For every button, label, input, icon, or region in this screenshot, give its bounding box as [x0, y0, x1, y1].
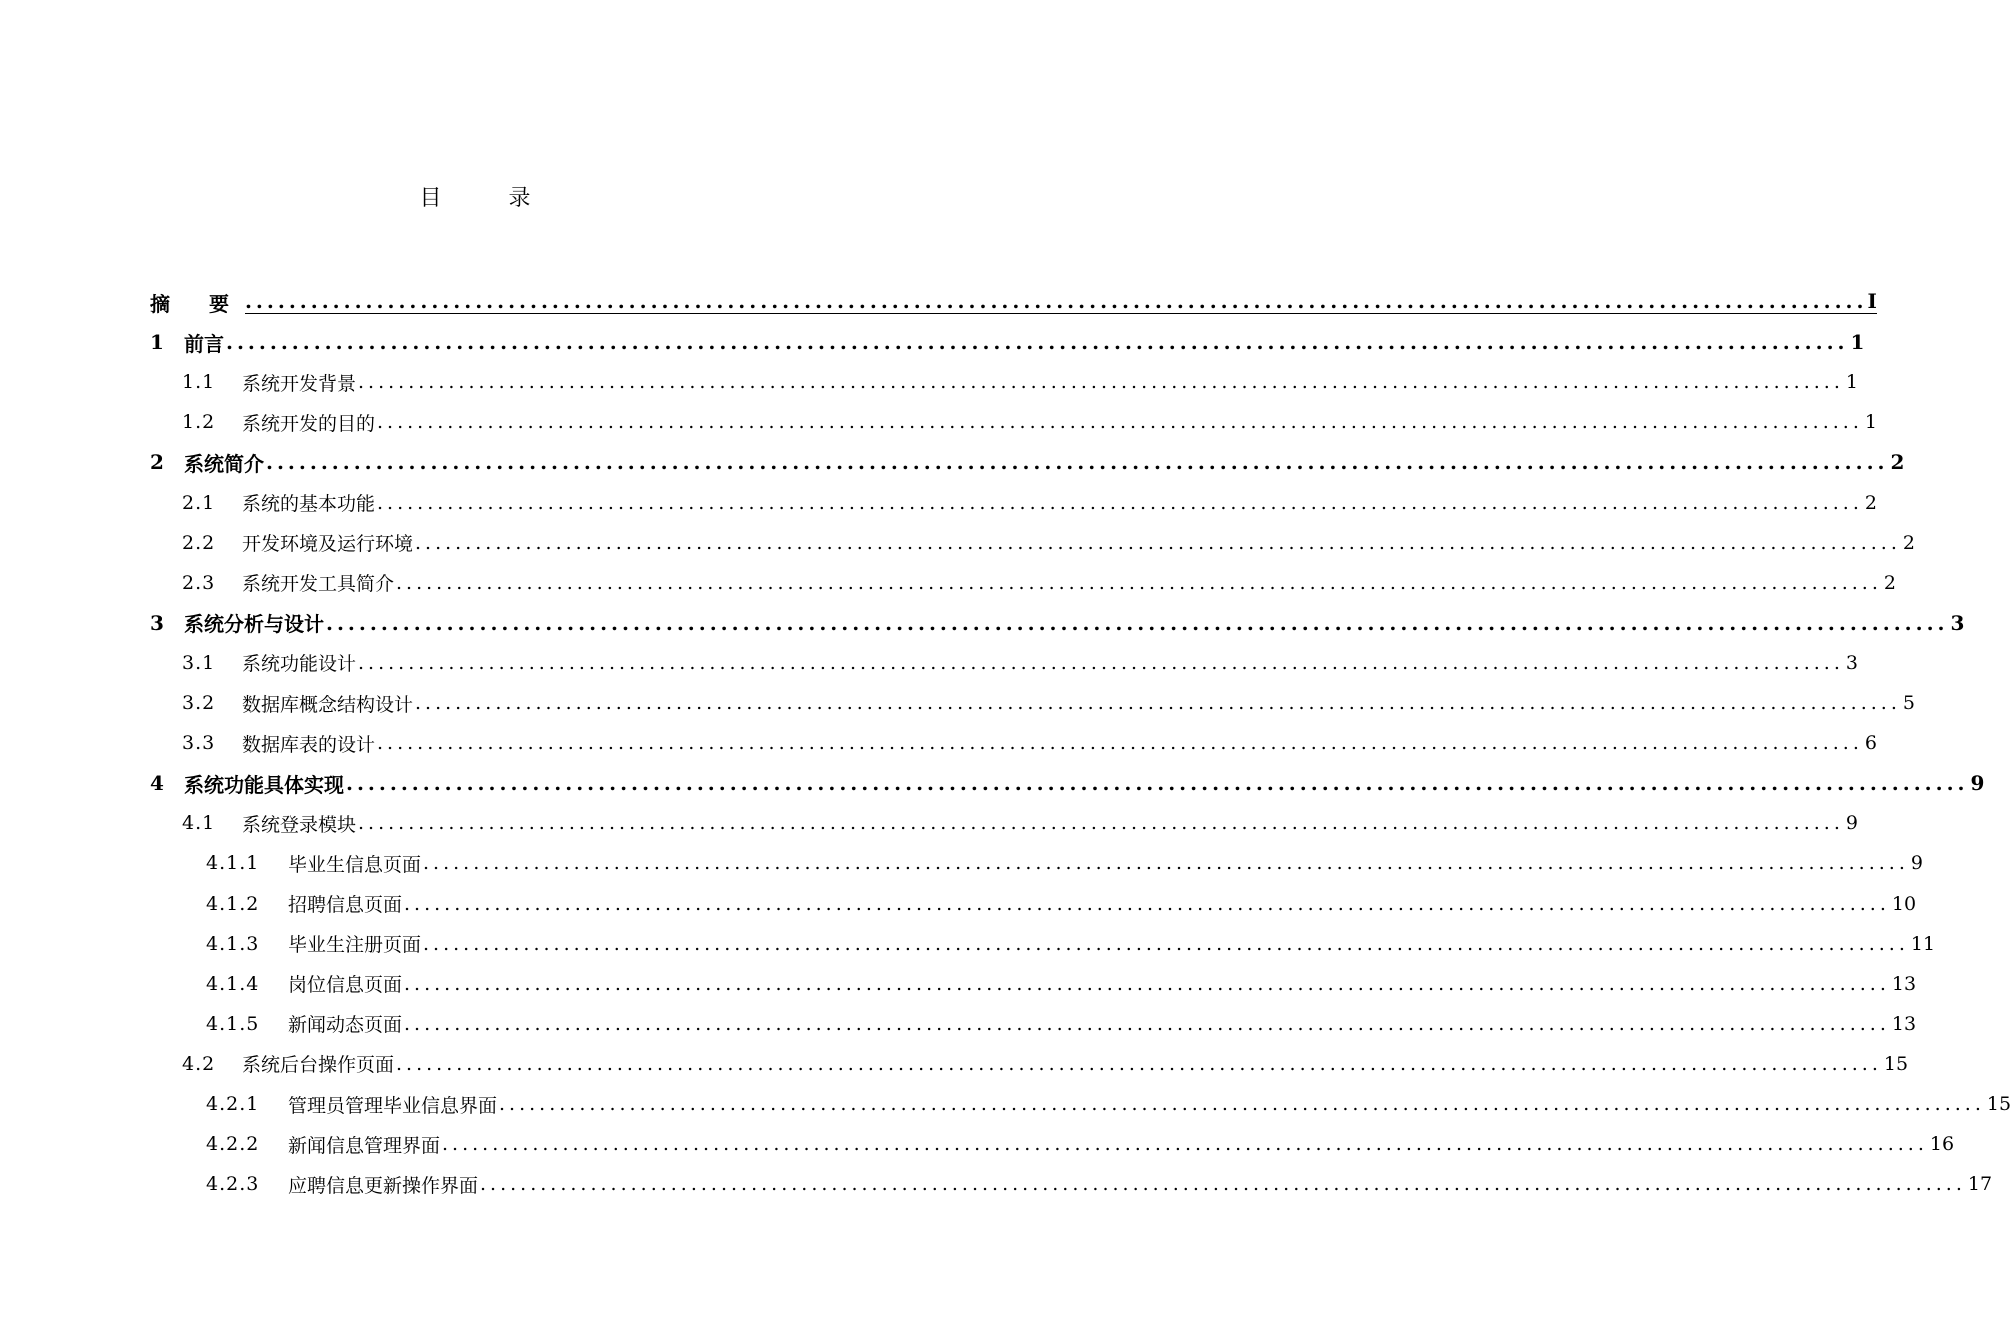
toc-entry-page: 1 — [1850, 330, 1865, 355]
toc-entry[interactable] — [206, 1004, 1917, 1044]
toc-entry-label: 新闻信息管理界面 — [288, 1134, 441, 1157]
toc-dot-leader — [480, 1173, 1966, 1195]
toc-dot-leader — [415, 532, 1901, 554]
toc-entry-number: 3.2 — [182, 692, 216, 714]
toc-entry-label: 系统开发的目的 — [242, 412, 376, 435]
toc-entry-label: 前言 — [184, 331, 224, 356]
toc-entry-page: 2 — [1883, 571, 1896, 594]
toc-entry[interactable] — [182, 683, 1915, 723]
toc-dot-leader — [226, 330, 1849, 354]
toc-entry-number: 4 — [150, 771, 165, 796]
toc-title: 目 录 — [419, 186, 561, 211]
toc-entry-label: 新闻动态页面 — [288, 1014, 403, 1037]
toc-entry-label: 系统开发工具简介 — [242, 573, 395, 596]
toc-entry-label: 系统的基本功能 — [242, 493, 376, 515]
toc-entry[interactable] — [182, 362, 1858, 402]
toc-entry-page: 9 — [1910, 852, 1923, 875]
toc-entry-label: 系统功能具体实现 — [184, 772, 344, 797]
toc-entry-label: 摘 要 — [150, 291, 245, 316]
toc-entry-page: 3 — [1950, 610, 1965, 635]
toc-entry-number: 4.1.3 — [206, 932, 260, 955]
toc-entry-page: 3 — [1845, 651, 1858, 674]
toc-entry-label: 招聘信息页面 — [288, 894, 403, 916]
toc-entry-number: 4.1.5 — [206, 1012, 260, 1035]
toc-entry-number: 1.1 — [182, 371, 216, 394]
toc-entry[interactable] — [150, 763, 1985, 803]
toc-entry[interactable] — [206, 1164, 1993, 1204]
toc-dot-leader — [499, 1093, 1985, 1115]
toc-entry-number: 4.2 — [182, 1052, 216, 1075]
toc-entry[interactable] — [206, 843, 1923, 883]
toc-dot-leader — [423, 933, 1909, 955]
toc-entry[interactable] — [182, 803, 1858, 843]
toc-entry-page: 2 — [1890, 450, 1905, 475]
toc-entry[interactable] — [206, 924, 1936, 964]
toc-dot-leader — [326, 611, 1949, 635]
toc-underlined-leader — [245, 288, 1877, 314]
toc-entry-label: 系统功能设计 — [242, 653, 357, 676]
toc-entry-page: 9 — [1970, 771, 1985, 796]
toc-entry-label: 数据库表的设计 — [242, 733, 376, 756]
toc-entry-page: 13 — [1891, 1012, 1917, 1035]
toc-entry-page: 13 — [1891, 972, 1917, 995]
toc-dot-leader — [415, 692, 1901, 714]
toc-entry[interactable] — [206, 964, 1917, 1004]
toc-entry-page: 2 — [1864, 491, 1877, 514]
toc-dot-leader — [358, 652, 1844, 674]
toc-entry-number: 1 — [150, 330, 165, 355]
toc-entry-label: 毕业生信息页面 — [288, 853, 422, 876]
toc-dot-leader — [442, 1133, 1928, 1155]
toc-dot-leader — [358, 371, 1844, 393]
toc-entry[interactable] — [206, 1084, 2011, 1124]
toc-entry-page: 15 — [1986, 1093, 2011, 1115]
toc-entry-label: 岗位信息页面 — [288, 974, 403, 997]
toc-entry[interactable] — [182, 643, 1858, 683]
toc-entry-number: 2 — [150, 450, 165, 475]
toc-entry[interactable] — [206, 1124, 1955, 1164]
toc-entry-number: 3.3 — [182, 732, 216, 755]
toc-entry-number: 4.1.1 — [206, 852, 260, 875]
toc-entry-page: 1 — [1864, 411, 1877, 434]
toc-entry-label: 管理员管理毕业信息界面 — [288, 1094, 498, 1117]
toc-dot-leader — [245, 289, 1868, 313]
toc-dot-leader — [404, 893, 1890, 915]
toc-entry-page: 9 — [1845, 812, 1858, 835]
toc-entry-page: 16 — [1929, 1133, 1955, 1156]
toc-dot-leader — [423, 852, 1909, 874]
toc-entry[interactable] — [150, 442, 1905, 482]
toc-entry-number: 4.2.1 — [206, 1093, 260, 1115]
toc-entry-label: 系统开发背景 — [242, 372, 357, 395]
toc-entry-label: 系统后台操作页面 — [242, 1054, 395, 1077]
toc-entry-label: 毕业生注册页面 — [288, 934, 422, 957]
toc-entry[interactable] — [150, 282, 1877, 322]
toc-entry-label: 系统分析与设计 — [184, 612, 324, 637]
toc-dot-leader — [404, 1013, 1890, 1035]
toc-entry[interactable] — [150, 603, 1965, 643]
toc-entry[interactable] — [182, 523, 1915, 563]
toc-entry-page: 1 — [1845, 371, 1858, 394]
toc-dot-leader — [346, 771, 1969, 795]
toc-entry-number: 4.2.3 — [206, 1173, 260, 1196]
toc-entry[interactable] — [182, 563, 1896, 603]
toc-entry-page: I — [1867, 288, 1877, 313]
toc-entry-page: 6 — [1864, 732, 1877, 755]
toc-entry[interactable] — [182, 402, 1877, 442]
toc-dot-leader — [377, 411, 1863, 433]
toc-entry-page: 15 — [1883, 1052, 1909, 1075]
toc-entry[interactable] — [182, 723, 1877, 763]
toc-entry-number: 3 — [150, 610, 165, 635]
toc-entry[interactable] — [206, 884, 1917, 924]
toc-dot-leader — [266, 450, 1889, 474]
toc-entry-number: 4.1 — [182, 812, 216, 835]
toc-dot-leader — [377, 732, 1863, 754]
toc-entry[interactable] — [182, 1044, 1909, 1084]
toc-entry-number: 1.2 — [182, 411, 216, 434]
toc-entry-number: 2.2 — [182, 531, 216, 554]
toc-entry-label: 系统登录模块 — [242, 813, 357, 836]
toc-entry-page: 2 — [1902, 531, 1915, 554]
toc-entry-page: 10 — [1891, 892, 1917, 915]
toc-entry-label: 开发环境及运行环境 — [242, 533, 414, 556]
toc-entry-number: 4.1.2 — [206, 892, 260, 915]
toc-dot-leader — [358, 812, 1844, 834]
toc-entry-label: 系统简介 — [184, 451, 264, 476]
toc-entry-page: 11 — [1910, 932, 1936, 955]
toc-entry-number: 4.1.4 — [206, 972, 260, 995]
toc-entry-page: 5 — [1902, 692, 1915, 714]
toc-dot-leader — [396, 572, 1882, 594]
toc-entry[interactable] — [150, 322, 1865, 362]
toc-entry-label: 应聘信息更新操作界面 — [288, 1174, 479, 1197]
toc-dot-leader — [404, 973, 1890, 995]
toc-dot-leader — [396, 1053, 1882, 1075]
toc-entry-number: 2.1 — [182, 491, 216, 514]
toc-entry-number: 4.2.2 — [206, 1133, 260, 1156]
toc-entry-number: 3.1 — [182, 651, 216, 674]
toc-entry-page: 17 — [1967, 1173, 1993, 1196]
toc-entry-label: 数据库概念结构设计 — [242, 693, 414, 716]
toc-entry[interactable] — [182, 483, 1877, 523]
toc-dot-leader — [377, 492, 1863, 514]
toc-entry-number: 2.3 — [182, 571, 216, 594]
